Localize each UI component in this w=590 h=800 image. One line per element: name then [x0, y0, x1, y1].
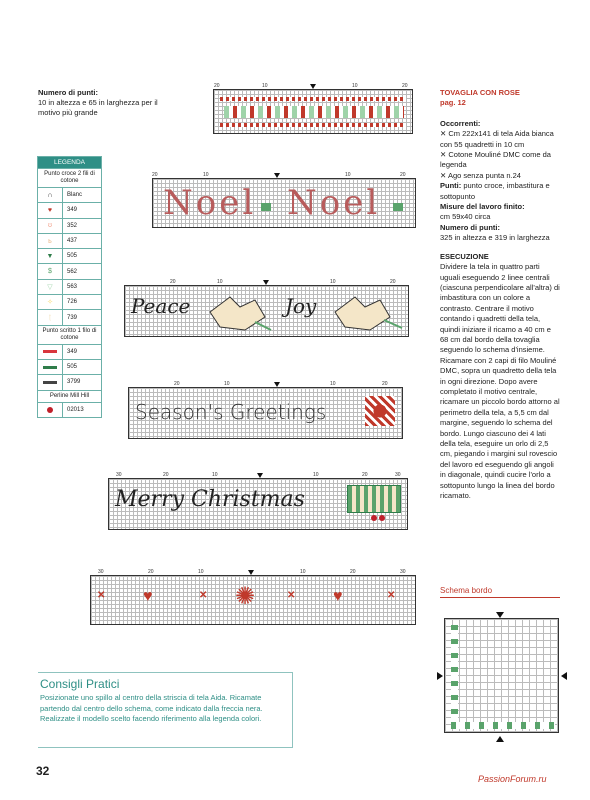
punti-text: punto croce, imbastitura e sottopunto	[440, 181, 550, 201]
center-arrow-icon	[310, 84, 316, 89]
legend-code: 3799	[67, 379, 81, 386]
dove-icon	[205, 292, 275, 334]
chart-peace-joy	[124, 285, 409, 337]
cross-stitch-icon: ✕	[97, 590, 106, 601]
tick-label: 10	[345, 172, 351, 178]
project-page: pag. 12	[440, 98, 466, 108]
legend-symbol: ♥	[38, 203, 63, 217]
legend-code: 739	[67, 314, 78, 321]
misure-label: Misure del lavoro finito:	[440, 202, 525, 212]
cross-stitch-icon: ✕	[387, 590, 396, 601]
intro-heading: Numero di punti:	[38, 88, 98, 97]
numero-label: Numero di punti:	[440, 222, 500, 232]
tick-label: 10	[313, 472, 319, 478]
legend-row	[38, 202, 101, 217]
tips-title: Consigli Pratici	[40, 677, 120, 691]
center-arrow-icon	[263, 280, 269, 285]
heart-icon: ♥	[143, 588, 153, 605]
backstitch-swatch	[38, 345, 63, 359]
tick-label: 20	[382, 381, 388, 387]
legend-code: 562	[67, 268, 78, 275]
punti-label: Punti:	[440, 181, 462, 191]
legend-symbol: ∩	[38, 188, 63, 202]
tick-label: 10	[217, 279, 223, 285]
tick-label: 20	[174, 381, 180, 387]
merry-text: Merry Christmas	[115, 487, 305, 512]
legend-code: 505	[67, 364, 78, 371]
legend-code: 437	[67, 238, 78, 245]
misure-text: cm 59x40 circa	[440, 212, 491, 222]
legend-row	[38, 359, 101, 374]
legend-back-header: Punto scritto 1 filo di cotone	[38, 325, 101, 344]
legend-row	[38, 344, 101, 359]
legend-code: 352	[67, 222, 78, 229]
legend-code: 349	[67, 348, 78, 355]
intro-text: 10 in altezza e 65 in larghezza per il motivo più grande	[38, 98, 158, 117]
tick-label: 10	[262, 83, 268, 89]
numero-text: 325 in altezza e 319 in larghezza	[440, 233, 550, 243]
tick-label: 20	[390, 279, 396, 285]
legend-symbol: ь	[38, 234, 63, 248]
joy-text: Joy	[285, 294, 317, 318]
tick-label: 20	[170, 279, 176, 285]
page-number: 32	[36, 764, 50, 778]
heart-icon: ♥	[333, 588, 343, 605]
legend-symbol: ʈ	[38, 310, 63, 324]
tick-label: 20	[163, 472, 169, 478]
legend-row	[38, 218, 101, 233]
tick-label: 30	[98, 569, 104, 575]
center-arrow-icon	[437, 672, 443, 680]
legend-row	[38, 279, 101, 294]
legend-symbol: ✧	[38, 295, 63, 309]
esecuzione-text: Dividere la tela in quattro parti uguali eseguendo 2 linee centrali (ciascuna perpendicolare all'altra) di imbastitura con un colore a contrasto. Centrare il motivo contando i quadretti della tela, quindi iniziare il ricamo a 40 cm e 68 cm dal bordo della tovaglia seguendo lo schema d'insieme. Ricamare con 2 capi di filo Mouliné DMC, sopra un quadretto della tela in ogni direzione. Dopo avere completato il motivo centrale, ricamare un piccolo bordo attorno al perimetro della tela, a 5,5 cm dal margine, seguendo lo schema del bordo. Lungo ciascuno dei 4 lati della tela, eseguire un orlo di 2,5 cm, piegando i margini sul rovescio del lavoro ed eseguendo gli angoli in diagonale, quindi cucire l'orlo a sottopunto lungo la linea del bordo ricamato.	[440, 262, 560, 501]
center-arrow-icon	[274, 173, 280, 178]
cross-stitch-icon: ✕	[199, 590, 208, 601]
cross-stitch-icon: ✕	[287, 590, 296, 601]
occorrenti-item: ✕ Cm 222x141 di tela Aida bianca con 55 quadretti in 10 cm	[440, 129, 554, 149]
backstitch-swatch	[38, 360, 63, 374]
noel-text-1: Noel	[163, 183, 257, 223]
tick-label: 30	[400, 569, 406, 575]
tick-label: 20	[350, 569, 356, 575]
noel-text-2: Noel	[287, 183, 381, 223]
esecuzione-label: ESECUZIONE	[440, 251, 489, 261]
tick-label: 20	[400, 172, 406, 178]
legend-row	[38, 248, 101, 263]
chart-border-band	[213, 89, 413, 134]
legend-row	[38, 187, 101, 202]
intro-block	[38, 88, 168, 118]
schema-bordo-title: Schema bordo	[440, 586, 560, 598]
legend-code: Blanc	[67, 192, 83, 199]
center-arrow-icon	[496, 612, 504, 618]
occorrenti-item: ✕ Cotone Mouliné DMC come da legenda	[440, 150, 551, 170]
tips-box	[38, 672, 293, 748]
watermark: PassionForum.ru	[478, 774, 547, 784]
legend-code: 02013	[67, 406, 84, 413]
legend-row	[38, 263, 101, 278]
occorrenti-item: ✕ Ago senza punta n.24	[440, 170, 521, 180]
dove-icon	[330, 292, 406, 334]
tick-label: 10	[330, 279, 336, 285]
legend-symbol: ▼	[38, 249, 63, 263]
tick-label: 10	[330, 381, 336, 387]
snowflake-icon: ✺	[235, 583, 256, 610]
center-arrow-icon	[274, 382, 280, 387]
tick-label: 20	[214, 83, 220, 89]
tick-label: 10	[300, 569, 306, 575]
legend-cross-header: Punto croce 2 fili di cotone	[38, 168, 101, 187]
center-arrow-icon	[248, 570, 254, 575]
tick-label: 10	[212, 472, 218, 478]
tick-label: 20	[402, 83, 408, 89]
tick-label: 20	[148, 569, 154, 575]
peace-text: Peace	[131, 294, 191, 318]
legend-symbol: ▽	[38, 280, 63, 294]
tick-label: 10	[352, 83, 358, 89]
backstitch-swatch	[38, 375, 63, 389]
tick-label: 20	[152, 172, 158, 178]
center-arrow-icon	[496, 736, 504, 742]
chart-merry-christmas	[108, 478, 408, 530]
occorrenti-label: Occorrenti:	[440, 118, 481, 128]
tick-label: 30	[395, 472, 401, 478]
center-arrow-icon	[257, 473, 263, 478]
tick-label: 30	[116, 472, 122, 478]
legend-symbol: $	[38, 264, 63, 278]
legend-code: 563	[67, 283, 78, 290]
legend-row	[38, 402, 101, 417]
instructions-column	[440, 88, 560, 501]
legend-row	[38, 374, 101, 389]
seasons-text: Season's Greetings	[135, 400, 327, 424]
tick-label: 10	[203, 172, 209, 178]
chart-border-schema	[444, 618, 559, 733]
chart-hearts-band	[90, 575, 416, 625]
tick-label: 20	[362, 472, 368, 478]
tick-label: 10	[198, 569, 204, 575]
center-arrow-icon	[561, 672, 567, 680]
project-title: TOVAGLIA CON ROSE	[440, 88, 520, 97]
legend-code: 349	[67, 207, 78, 214]
legend-row	[38, 309, 101, 324]
legend-symbol: ʊ	[38, 219, 63, 233]
chart-noel	[152, 178, 416, 228]
bead-swatch	[38, 403, 63, 417]
legend-table	[37, 156, 102, 418]
legend-row	[38, 294, 101, 309]
legend-code: 505	[67, 253, 78, 260]
tips-text: Posizionate uno spillo al centro della striscia di tela Aida. Ricamate partendo dal centro dello schema, come indicato dalla freccia nera. Realizzate il modello scelto facendo riferimento alla legenda colori.	[40, 693, 263, 723]
legend-title: LEGENDA	[38, 157, 101, 168]
legend-code: 726	[67, 299, 78, 306]
tick-label: 10	[224, 381, 230, 387]
legend-row	[38, 233, 101, 248]
chart-seasons-greetings	[128, 387, 403, 439]
legend-bead-header: Perline Mill Hill	[38, 390, 101, 402]
